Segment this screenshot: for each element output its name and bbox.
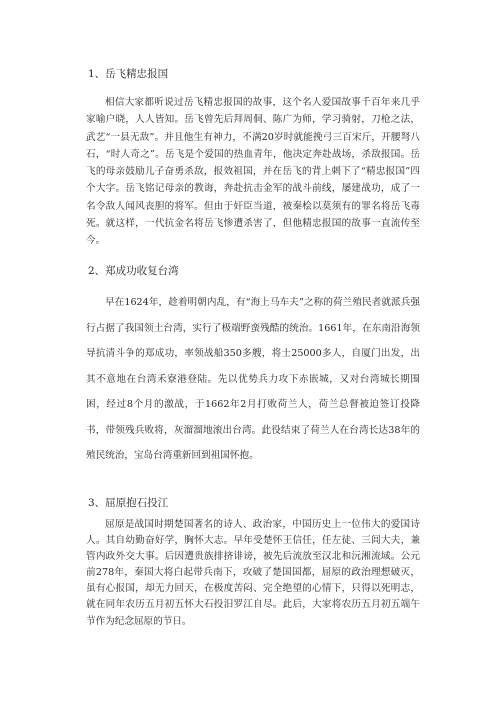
section-title-yue-fei: 1、岳飞精忠报国 [88, 68, 169, 80]
section-title-qu-yuan: 3、屈原抱石投江 [88, 497, 169, 509]
section-title-zheng-chenggong: 2、郑成功收复台湾 [88, 265, 179, 277]
section-body-qu-yuan: 屈原是战国时期楚国著名的诗人、政治家，中国历史上一位伟大的爱国诗人。其自幼勤奋好学，胸怀大志。早年受楚怀王信任，任左徒、三闾大夫，兼管内政外交大事。后因遭贵族排挤诽谤，被先后流放至汉北和沅湘流域。公元前278年，秦国大将白起带兵南下，攻破了楚国国都，屈原的政治理想破灭，虽有心报国，却无力回天，在极度苦闷、完全绝望的心情下，只得以死明志，就在同年农历五月初五怀大石投汨罗江自尽。此后，大家将农历五月初五端午节作为纪念屈原的节日。 [86, 519, 420, 627]
section-body-zheng-chenggong: 早在1624年，趁着明朝内乱，有“海上马车夫”之称的荷兰殖民者就派兵强行占据了我国领土台湾，实行了极端野蛮残酷的统治。1661年，在东南沿海领导抗清斗争的郑成功，率领战船350多艘，将士25000多人，自厦门出发，出其不意地在台湾禾寮港登陆。先以优势兵力攻下赤嵌城，又对台湾城长期围困，经过8个月的激战，于1662年2月打败荷兰人，荷兰总督被迫签订投降书，带领残兵败将，灰溜溜地滚出台湾。此役结束了荷兰人在台湾长达38年的殖民统治，宝岛台湾重新回到祖国怀抱。 [86, 297, 420, 461]
section-body-yue-fei: 相信大家都听说过岳飞精忠报国的故事，这个名人爱国故事千百年来几乎家喻户晓，人人皆知。岳飞曾先后拜周侗、陈广为师，学习骑射，刀枪之法，武艺“一县无敌”。并且他生有神力，不满20岁时就能挽弓三百宋斤，开腰弩八石，“时人奇之”。岳飞是个爱国的热血青年，他决定奔赴战场，杀敌报国。岳飞的母亲鼓励儿子奋勇杀敌，报效祖国，并在岳飞的背上刺下了“精忠报国”四个大字。岳飞铭记母亲的教诲，奔赴抗击金军的战斗前线，屡建战功，成了一名令敌人闻风丧胆的将军。但由于奸臣当道，被秦桧以莫须有的罪名将岳飞毒死。就这样，一代抗金名将岳飞惨遭杀害了，但他精忠报国的故事一直流传至今。 [86, 97, 420, 247]
